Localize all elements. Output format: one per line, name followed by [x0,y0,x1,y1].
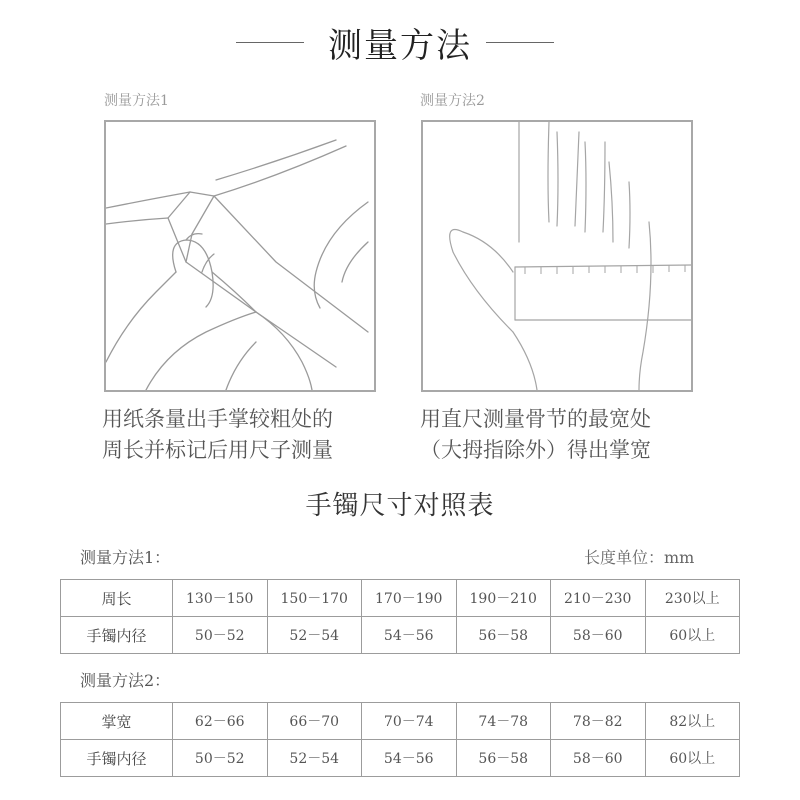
table-row [61,617,740,654]
method1-label: 测量方法1 [104,93,169,109]
paper-strip-hand-icon [106,122,374,390]
table-cell: 58－60 [551,617,646,654]
table-cell: 58－60 [551,740,646,777]
table-row [61,703,740,740]
table-cell: 62－66 [173,703,268,740]
table-cell: 56－58 [456,740,551,777]
table-cell: 190－210 [456,580,551,617]
table2-label: 测量方法2： [80,671,171,690]
table-cell: 66－70 [267,703,362,740]
method1-illustration [104,120,376,392]
title-divider-right [486,42,554,43]
table-cell: 74－78 [456,703,551,740]
size-table-method1 [60,579,740,654]
table-cell: 170－190 [362,580,457,617]
table-cell: 50－52 [173,617,268,654]
table-row [61,740,740,777]
table1-label: 测量方法1： [80,548,171,567]
method1-desc-line2: 周长并标记后用尺子测量 [102,438,333,462]
row-header: 手镯内径 [61,740,173,777]
table-cell: 56－58 [456,617,551,654]
method2-desc-line2: （大拇指除外）得出掌宽 [420,438,651,462]
table-cell: 50－52 [173,740,268,777]
method1-description [102,404,402,466]
method2-description [420,404,720,466]
ruler-palm-icon [423,122,691,390]
title-divider-left [236,42,304,43]
method1-desc-line1: 用纸条量出手掌较粗处的 [102,407,333,431]
table-cell: 60以上 [645,617,740,654]
table-cell: 130－150 [173,580,268,617]
method2-label: 测量方法2 [420,93,485,109]
table-cell: 150－170 [267,580,362,617]
table-cell: 210－230 [551,580,646,617]
table-cell: 52－54 [267,740,362,777]
table-cell: 54－56 [362,617,457,654]
title-section [0,10,800,70]
row-header: 手镯内径 [61,617,173,654]
table-cell: 70－74 [362,703,457,740]
row-header: 掌宽 [61,703,173,740]
table-cell: 78－82 [551,703,646,740]
unit-label: 长度单位：mm [584,548,695,567]
table-cell: 54－56 [362,740,457,777]
table-cell: 82以上 [645,703,740,740]
size-chart-title: 手镯尺寸对照表 [305,491,495,521]
table-row [61,580,740,617]
size-table-method2 [60,702,740,777]
table-cell: 52－54 [267,617,362,654]
method2-desc-line1: 用直尺测量骨节的最宽处 [420,407,651,431]
row-header: 周长 [61,580,173,617]
page-title: 测量方法 [328,26,472,66]
method2-illustration [421,120,693,392]
table-cell: 60以上 [645,740,740,777]
table-cell: 230以上 [645,580,740,617]
